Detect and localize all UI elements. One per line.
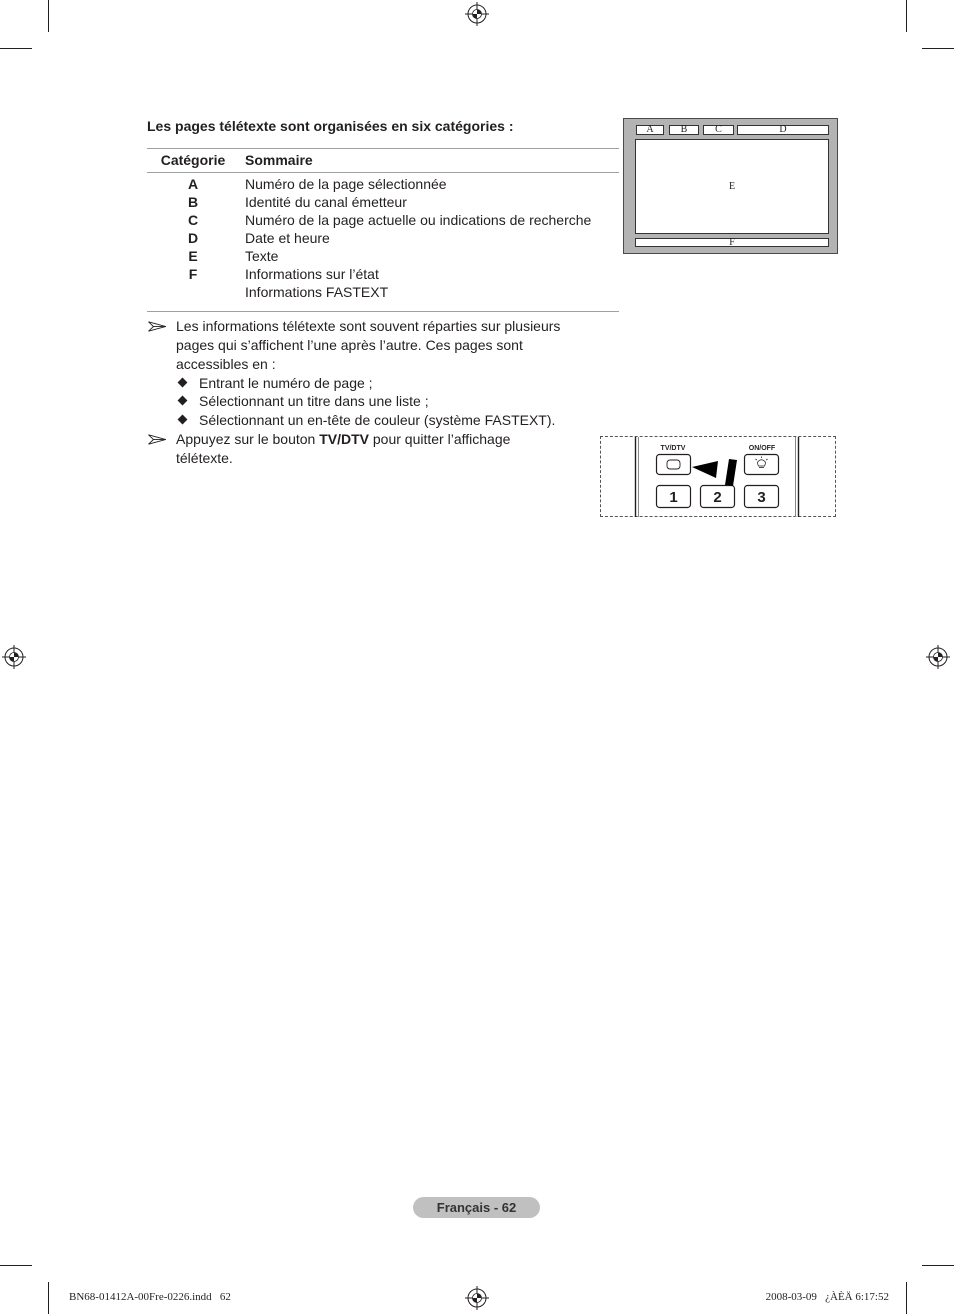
- teletext-area-f: F: [635, 238, 829, 247]
- number-button-2[interactable]: [701, 486, 735, 508]
- category-description: Informations FASTEXT: [245, 284, 389, 300]
- category-letter: A: [187, 176, 199, 192]
- note-text: Appuyez sur le bouton: [176, 431, 320, 448]
- table-row: [147, 211, 619, 229]
- note-teletext-pages: [147, 317, 597, 374]
- note-arrow-icon: [148, 321, 166, 332]
- category-description: Informations sur l’état: [245, 266, 379, 282]
- teletext-area-e: E: [635, 139, 829, 234]
- remote-illustration: [600, 436, 836, 517]
- note-line: télétexte.: [176, 449, 233, 466]
- registration-mark-icon: [926, 645, 950, 669]
- table-row: [147, 175, 619, 193]
- category-description: Date et heure: [245, 230, 330, 246]
- teletext-area-d: D: [737, 125, 829, 135]
- table-row: [147, 193, 619, 211]
- number-button-3[interactable]: [745, 486, 779, 508]
- diamond-bullet-icon: [178, 415, 188, 425]
- section-heading: Les pages télétexte sont organisées en six catégories :: [147, 118, 514, 134]
- note-line: pages qui s’affichent l’une après l’autre. Ces pages sont: [176, 336, 523, 353]
- table-row: [147, 229, 619, 247]
- bullet-text: Sélectionnant un en-tête de couleur (système FASTEXT).: [199, 412, 556, 429]
- bullet-text: Entrant le numéro de page ;: [199, 374, 373, 391]
- list-item: [147, 411, 597, 430]
- number-button-label: 3: [757, 489, 766, 506]
- button-name-tv-dtv: TV/DTV: [319, 431, 369, 448]
- teletext-area-b: B: [669, 125, 699, 135]
- category-letter: E: [188, 248, 198, 264]
- number-button-1[interactable]: [657, 486, 691, 508]
- note-arrow-icon: [148, 434, 166, 445]
- page-number-badge: Français - 62: [413, 1197, 540, 1218]
- note-line: accessibles en :: [176, 355, 276, 372]
- registration-mark-icon: [465, 1286, 489, 1310]
- print-slug-filename: BN68-01412A-00Fre-0226.indd 62: [69, 1291, 231, 1303]
- bullet-text: Sélectionnant un titre dans une liste ;: [199, 393, 429, 410]
- note-exit-teletext: [147, 430, 597, 468]
- table-row: [147, 265, 619, 283]
- table-header: [147, 149, 619, 173]
- category-letter: F: [188, 266, 198, 282]
- table-body: [147, 173, 619, 311]
- diamond-bullet-icon: [178, 396, 188, 406]
- column-header-category: Catégorie: [160, 152, 226, 168]
- list-item: [147, 392, 597, 411]
- teletext-area-c: C: [703, 125, 734, 135]
- category-description: Texte: [245, 248, 279, 264]
- on-off-label: ON/OFF: [748, 445, 776, 452]
- note-line: Les informations télétexte sont souvent réparties sur plusieurs: [176, 318, 561, 334]
- note-text: pour quitter l’affichage: [369, 431, 511, 448]
- category-description: Identité du canal émetteur: [245, 194, 407, 210]
- table-row: [147, 283, 619, 301]
- list-item: [147, 374, 597, 393]
- category-description: Numéro de la page sélectionnée: [245, 176, 447, 192]
- note-line: [176, 430, 597, 449]
- teletext-layout-diagram: [623, 118, 838, 254]
- diamond-bullet-icon: [178, 377, 188, 387]
- number-button-label: 2: [713, 489, 722, 506]
- notes-section: [147, 317, 597, 468]
- pointer-arrow-icon: [692, 459, 737, 486]
- print-slug-timestamp: 2008-03-09 ¿ÀÈÄ 6:17:52: [765, 1291, 889, 1303]
- category-description: Numéro de la page actuelle ou indications de recherche: [245, 212, 592, 228]
- table-row: [147, 247, 619, 265]
- tv-dtv-button[interactable]: [657, 455, 691, 475]
- category-letter: C: [187, 212, 199, 228]
- registration-mark-icon: [2, 645, 26, 669]
- tv-dtv-label: TV/DTV: [660, 445, 686, 452]
- power-button[interactable]: [745, 455, 779, 475]
- remote-drawing: [600, 436, 836, 517]
- category-letter: B: [187, 194, 199, 210]
- category-table: [147, 148, 619, 312]
- number-button-label: 1: [669, 489, 678, 506]
- category-letter: D: [187, 230, 199, 246]
- registration-mark-icon: [465, 2, 489, 26]
- column-header-summary: Sommaire: [245, 152, 313, 168]
- category-letter: [147, 283, 239, 301]
- teletext-area-a: A: [636, 125, 664, 135]
